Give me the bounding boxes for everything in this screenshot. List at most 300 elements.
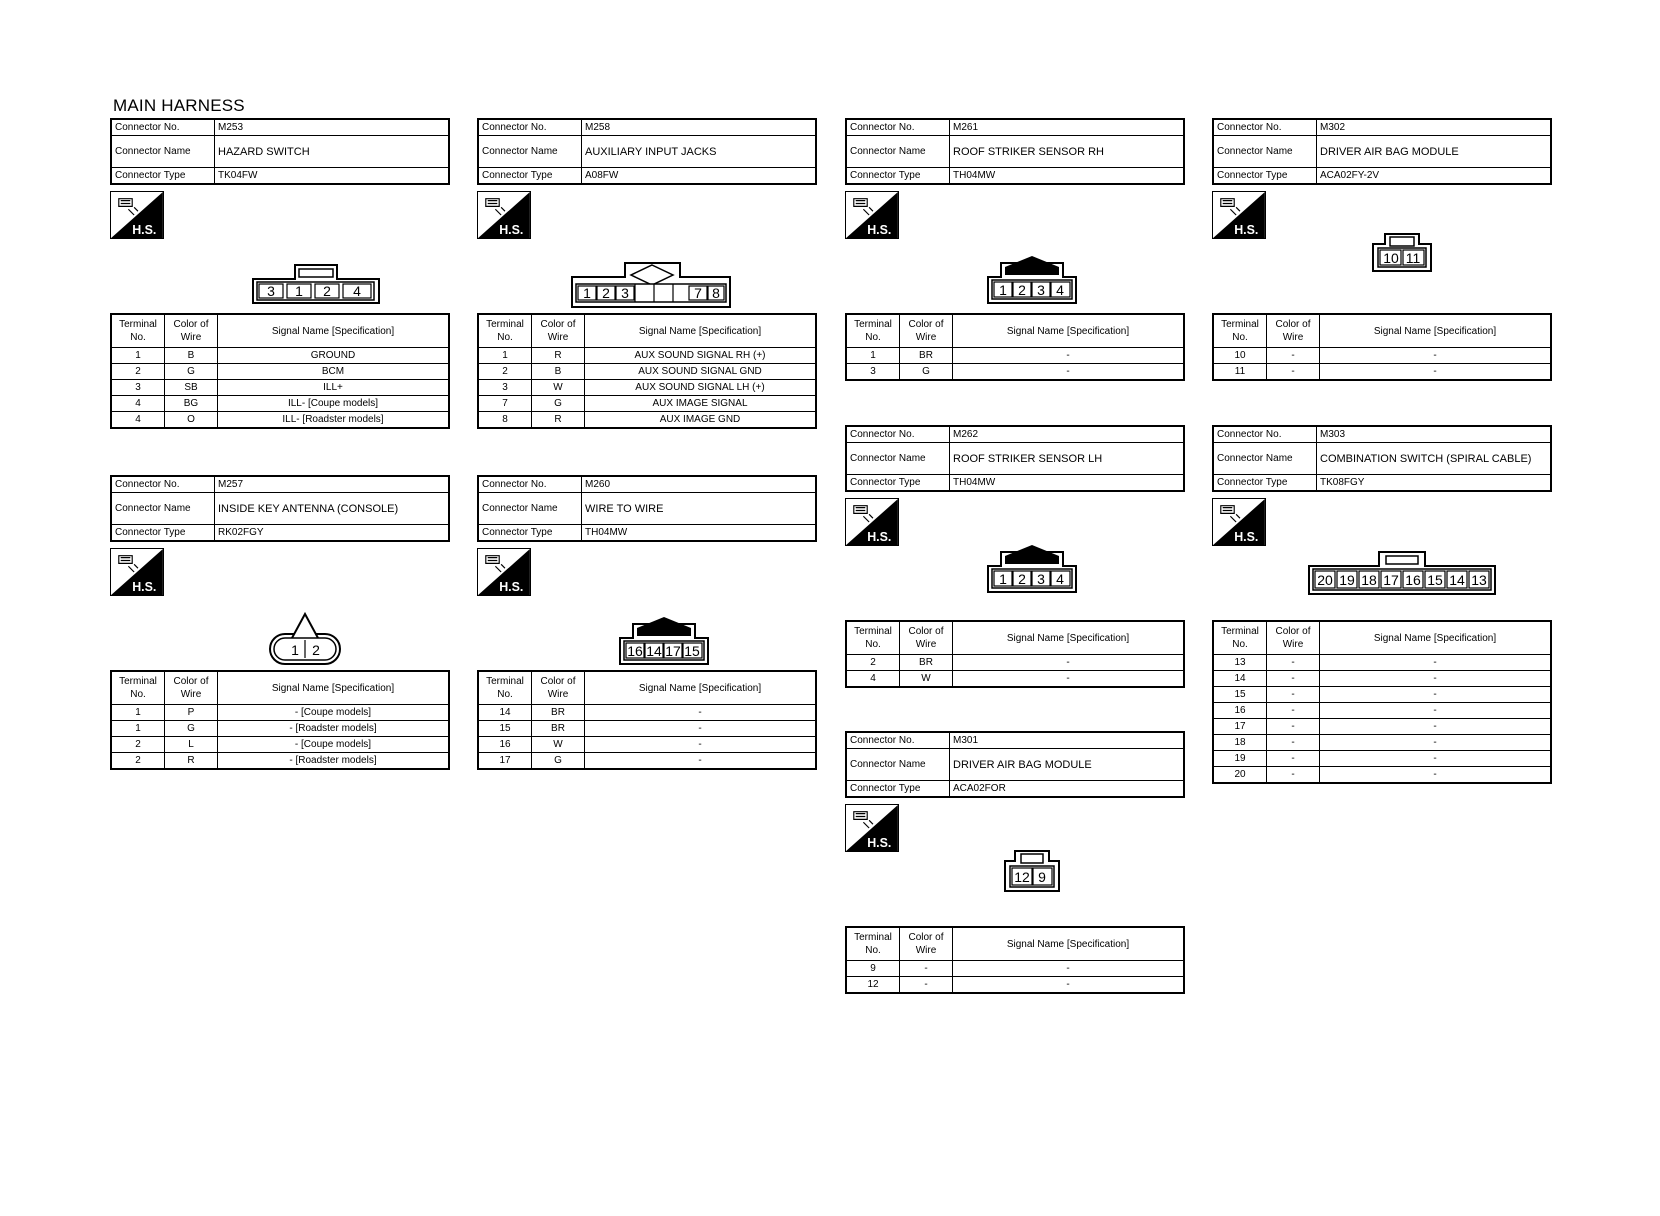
terminal-cell: 11 (1213, 364, 1267, 381)
color-cell: B (165, 348, 218, 364)
signal-cell: - [Coupe models] (218, 737, 450, 753)
terminal-cell: 3 (111, 380, 165, 396)
pin-label: 1 (999, 571, 1007, 587)
connector-info-table (110, 475, 450, 542)
table-row (478, 348, 816, 364)
table-row (846, 961, 1184, 977)
col-signal: Signal Name [Specification] (953, 314, 1185, 348)
connector-name-value: HAZARD SWITCH (215, 136, 450, 168)
terminal-cell: 4 (111, 396, 165, 412)
connector-no-value: M253 (215, 119, 450, 136)
connector-info-table (845, 731, 1185, 798)
table-row (478, 396, 816, 412)
hs-label: H.S. (499, 223, 524, 238)
color-cell: O (165, 412, 218, 429)
signal-cell: - (953, 364, 1185, 381)
color-cell: - (1267, 767, 1320, 784)
color-cell: - (1267, 687, 1320, 703)
col-signal: Signal Name [Specification] (585, 314, 817, 348)
table-row (1213, 364, 1551, 381)
connector-type-label: Connector Type (111, 525, 215, 542)
col-terminal: Terminal No. (111, 314, 165, 348)
table-row (478, 412, 816, 429)
connector-type-value: TH04MW (950, 475, 1185, 492)
table-row (846, 977, 1184, 994)
col-terminal: Terminal No. (846, 927, 900, 961)
connector-info-table (1212, 118, 1552, 185)
signal-cell: - (1320, 655, 1552, 671)
color-cell: - (1267, 655, 1320, 671)
table-row (1213, 719, 1551, 735)
connector-type-value: TH04MW (950, 168, 1185, 185)
terminal-cell: 1 (111, 348, 165, 364)
color-cell: W (532, 737, 585, 753)
table-row (1213, 671, 1551, 687)
connector-no-value: M301 (950, 732, 1185, 749)
pin-label: 14 (1449, 572, 1465, 588)
color-cell: - (1267, 735, 1320, 751)
connector-face (845, 492, 1185, 620)
signal-cell: BCM (218, 364, 450, 380)
hs-label: H.S. (1234, 530, 1259, 545)
color-cell: - (1267, 348, 1320, 364)
table-row (111, 721, 449, 737)
signal-cell: AUX IMAGE GND (585, 412, 817, 429)
connector-type-label: Connector Type (478, 168, 582, 185)
connector-name-label: Connector Name (111, 136, 215, 168)
pin-label: 3 (1037, 571, 1045, 587)
table-row (478, 364, 816, 380)
terminal-cell: 16 (1213, 703, 1267, 719)
color-cell: - (1267, 751, 1320, 767)
connector-no-value: M261 (950, 119, 1185, 136)
pin-label: 14 (646, 643, 662, 659)
connector-block-m302 (1212, 118, 1552, 381)
connector-no-label: Connector No. (846, 732, 950, 749)
connector-name-label: Connector Name (846, 443, 950, 475)
terminal-cell: 4 (111, 412, 165, 429)
terminal-cell: 1 (846, 348, 900, 364)
table-row (1213, 348, 1551, 364)
color-cell: W (532, 380, 585, 396)
connector-type-value: TH04MW (582, 525, 817, 542)
connector-no-label: Connector No. (846, 119, 950, 136)
hs-label: H.S. (867, 836, 892, 851)
pin-label: 2 (602, 285, 610, 301)
col-color: Color of Wire (900, 621, 953, 655)
terminal-cell: 15 (1213, 687, 1267, 703)
connector-name-value: INSIDE KEY ANTENNA (CONSOLE) (215, 493, 450, 525)
connector-face (845, 798, 1185, 926)
table-row (1213, 735, 1551, 751)
connector-name-value: DRIVER AIR BAG MODULE (950, 749, 1185, 781)
terminal-table (477, 313, 817, 429)
terminal-table (110, 313, 450, 429)
terminal-cell: 9 (846, 961, 900, 977)
pin-label: 3 (621, 285, 629, 301)
connector-type-value: RK02FGY (215, 525, 450, 542)
connector-no-label: Connector No. (1213, 426, 1317, 443)
connector-diagram (845, 492, 1185, 620)
terminal-cell: 20 (1213, 767, 1267, 784)
table-row (1213, 751, 1551, 767)
col-terminal: Terminal No. (111, 671, 165, 705)
col-color: Color of Wire (165, 671, 218, 705)
connector-diagram (845, 185, 1185, 313)
col-signal: Signal Name [Specification] (1320, 621, 1552, 655)
table-row (1213, 767, 1551, 784)
terminal-cell: 14 (1213, 671, 1267, 687)
terminal-cell: 18 (1213, 735, 1267, 751)
connector-name-value: DRIVER AIR BAG MODULE (1317, 136, 1552, 168)
pin-label: 9 (1038, 869, 1046, 885)
pin-label: 2 (312, 642, 320, 658)
col-terminal: Terminal No. (478, 671, 532, 705)
table-row (111, 364, 449, 380)
pin-label: 15 (1427, 572, 1443, 588)
connector-name-value: AUXILIARY INPUT JACKS (582, 136, 817, 168)
col-color: Color of Wire (900, 314, 953, 348)
signal-cell: - (1320, 735, 1552, 751)
terminal-table (1212, 620, 1552, 784)
terminal-cell: 17 (478, 753, 532, 770)
pin-label: 2 (323, 283, 331, 299)
col-signal: Signal Name [Specification] (218, 671, 450, 705)
table-row (478, 380, 816, 396)
connector-diagram (110, 542, 450, 670)
pin-label: 3 (1037, 282, 1045, 298)
connector-block-m262 (845, 425, 1185, 688)
signal-cell: - (953, 671, 1185, 688)
terminal-cell: 1 (478, 348, 532, 364)
pin-label: 16 (627, 643, 643, 659)
terminal-cell: 8 (478, 412, 532, 429)
signal-cell: - (953, 961, 1185, 977)
pin-label: 20 (1317, 572, 1333, 588)
pin-label: 4 (1056, 571, 1064, 587)
color-cell: G (900, 364, 953, 381)
pin-label: 15 (684, 643, 700, 659)
connector-name-label: Connector Name (1213, 136, 1317, 168)
col-terminal: Terminal No. (1213, 621, 1267, 655)
color-cell: R (165, 753, 218, 770)
signal-cell: - (585, 705, 817, 721)
terminal-cell: 1 (111, 705, 165, 721)
table-row (846, 348, 1184, 364)
color-cell: - (900, 961, 953, 977)
connector-face (1212, 185, 1552, 313)
connector-block-m261 (845, 118, 1185, 381)
connector-type-value: TK04FW (215, 168, 450, 185)
col-color: Color of Wire (532, 671, 585, 705)
connector-face (110, 185, 450, 313)
connector-face (110, 542, 450, 670)
connector-name-label: Connector Name (846, 749, 950, 781)
connector-no-label: Connector No. (478, 119, 582, 136)
connector-type-value: A08FW (582, 168, 817, 185)
table-row (478, 705, 816, 721)
connector-type-value: TK08FGY (1317, 475, 1552, 492)
col-terminal: Terminal No. (846, 314, 900, 348)
table-row (478, 753, 816, 770)
terminal-cell: 13 (1213, 655, 1267, 671)
terminal-cell: 3 (846, 364, 900, 381)
col-terminal: Terminal No. (478, 314, 532, 348)
table-row (111, 380, 449, 396)
hs-label: H.S. (132, 223, 157, 238)
terminal-table (1212, 313, 1552, 381)
signal-cell: - (953, 977, 1185, 994)
terminal-cell: 7 (478, 396, 532, 412)
terminal-cell: 12 (846, 977, 900, 994)
connector-diagram (477, 185, 817, 313)
color-cell: P (165, 705, 218, 721)
pin-label: 1 (583, 285, 591, 301)
signal-cell: AUX SOUND SIGNAL GND (585, 364, 817, 380)
table-row (846, 655, 1184, 671)
color-cell: BR (532, 721, 585, 737)
color-cell: R (532, 412, 585, 429)
color-cell: - (1267, 719, 1320, 735)
connector-info-table (845, 118, 1185, 185)
connector-name-value: WIRE TO WIRE (582, 493, 817, 525)
connector-no-value: M258 (582, 119, 817, 136)
table-row (1213, 687, 1551, 703)
col-signal: Signal Name [Specification] (1320, 314, 1552, 348)
connector-no-value: M257 (215, 476, 450, 493)
terminal-cell: 2 (111, 737, 165, 753)
connector-no-label: Connector No. (111, 476, 215, 493)
connector-name-label: Connector Name (1213, 443, 1317, 475)
connector-no-value: M302 (1317, 119, 1552, 136)
terminal-cell: 14 (478, 705, 532, 721)
signal-cell: - (1320, 719, 1552, 735)
connector-name-value: COMBINATION SWITCH (SPIRAL CABLE) (1317, 443, 1552, 475)
connector-block-m258 (477, 118, 817, 429)
connector-block-m301 (845, 731, 1185, 994)
color-cell: B (532, 364, 585, 380)
connector-name-value: ROOF STRIKER SENSOR LH (950, 443, 1185, 475)
signal-cell: - (1320, 364, 1552, 381)
connector-type-label: Connector Type (111, 168, 215, 185)
connector-info-table (477, 475, 817, 542)
connector-face (845, 185, 1185, 313)
connector-name-label: Connector Name (111, 493, 215, 525)
terminal-cell: 2 (478, 364, 532, 380)
terminal-table (845, 926, 1185, 994)
signal-cell: - (585, 753, 817, 770)
color-cell: BR (532, 705, 585, 721)
signal-cell: - (1320, 767, 1552, 784)
col-color: Color of Wire (532, 314, 585, 348)
pin-label: 1 (295, 283, 303, 299)
connector-no-label: Connector No. (111, 119, 215, 136)
connector-block-m303 (1212, 425, 1552, 784)
signal-cell: ILL- [Roadster models] (218, 412, 450, 429)
col-terminal: Terminal No. (1213, 314, 1267, 348)
pin-label: 16 (1405, 572, 1421, 588)
table-row (478, 737, 816, 753)
connector-info-table (477, 118, 817, 185)
signal-cell: - (953, 655, 1185, 671)
terminal-cell: 16 (478, 737, 532, 753)
pin-label: 1 (999, 282, 1007, 298)
connector-no-value: M260 (582, 476, 817, 493)
pin-label: 13 (1471, 572, 1487, 588)
terminal-cell: 2 (111, 364, 165, 380)
connector-type-label: Connector Type (478, 525, 582, 542)
signal-cell: AUX SOUND SIGNAL RH (+) (585, 348, 817, 364)
terminal-table (110, 670, 450, 770)
signal-cell: - [Roadster models] (218, 721, 450, 737)
signal-cell: AUX SOUND SIGNAL LH (+) (585, 380, 817, 396)
color-cell: BG (165, 396, 218, 412)
terminal-cell: 15 (478, 721, 532, 737)
pin-label: 17 (665, 643, 681, 659)
pin-label: 2 (1018, 571, 1026, 587)
connector-type-value: ACA02FY-2V (1317, 168, 1552, 185)
table-row (1213, 655, 1551, 671)
pin-label: 4 (1056, 282, 1064, 298)
pin-label: 3 (267, 283, 275, 299)
color-cell: BR (900, 655, 953, 671)
hs-label: H.S. (132, 580, 157, 595)
signal-cell: - (1320, 348, 1552, 364)
color-cell: BR (900, 348, 953, 364)
signal-cell: - (1320, 671, 1552, 687)
col-signal: Signal Name [Specification] (218, 314, 450, 348)
pin-label: 2 (1018, 282, 1026, 298)
color-cell: G (532, 753, 585, 770)
table-row (846, 671, 1184, 688)
signal-cell: GROUND (218, 348, 450, 364)
signal-cell: - [Coupe models] (218, 705, 450, 721)
page-title: MAIN HARNESS (113, 96, 245, 115)
color-cell: - (1267, 703, 1320, 719)
color-cell: G (165, 364, 218, 380)
connector-block-m253 (110, 118, 450, 429)
table-row (846, 364, 1184, 381)
hs-label: H.S. (499, 580, 524, 595)
pin-label: 1 (291, 642, 299, 658)
signal-cell: ILL+ (218, 380, 450, 396)
table-row (111, 412, 449, 429)
connector-diagram (1212, 492, 1552, 620)
connector-diagram (1212, 185, 1552, 313)
terminal-cell: 17 (1213, 719, 1267, 735)
pin-label: 4 (353, 283, 361, 299)
connector-type-label: Connector Type (1213, 168, 1317, 185)
table-row (111, 348, 449, 364)
connector-face (477, 185, 817, 313)
connector-info-table (845, 425, 1185, 492)
col-terminal: Terminal No. (846, 621, 900, 655)
pin-label: 19 (1339, 572, 1355, 588)
connector-type-value: ACA02FOR (950, 781, 1185, 798)
signal-cell: - (1320, 703, 1552, 719)
connector-name-value: ROOF STRIKER SENSOR RH (950, 136, 1185, 168)
hs-label: H.S. (867, 530, 892, 545)
connector-no-label: Connector No. (846, 426, 950, 443)
terminal-table (845, 620, 1185, 688)
connector-diagram (845, 798, 1185, 926)
color-cell: L (165, 737, 218, 753)
color-cell: W (900, 671, 953, 688)
table-row (478, 721, 816, 737)
connector-type-label: Connector Type (846, 781, 950, 798)
signal-cell: - (585, 721, 817, 737)
table-row (1213, 703, 1551, 719)
terminal-cell: 4 (846, 671, 900, 688)
connector-name-label: Connector Name (478, 493, 582, 525)
table-row (111, 705, 449, 721)
table-row (111, 396, 449, 412)
connector-no-label: Connector No. (478, 476, 582, 493)
connector-name-label: Connector Name (478, 136, 582, 168)
connector-name-label: Connector Name (846, 136, 950, 168)
pin-label: 11 (1405, 250, 1421, 266)
signal-cell: ILL- [Coupe models] (218, 396, 450, 412)
col-signal: Signal Name [Specification] (585, 671, 817, 705)
connector-diagram (477, 542, 817, 670)
terminal-cell: 10 (1213, 348, 1267, 364)
terminal-cell: 2 (111, 753, 165, 770)
signal-cell: - (953, 348, 1185, 364)
table-row (111, 737, 449, 753)
color-cell: - (900, 977, 953, 994)
color-cell: SB (165, 380, 218, 396)
signal-cell: - (585, 737, 817, 753)
pin-label: 8 (712, 285, 720, 301)
terminal-table (845, 313, 1185, 381)
color-cell: G (165, 721, 218, 737)
hs-label: H.S. (867, 223, 892, 238)
pin-label: 10 (1383, 250, 1399, 266)
col-color: Color of Wire (900, 927, 953, 961)
terminal-cell: 2 (846, 655, 900, 671)
terminal-cell: 19 (1213, 751, 1267, 767)
signal-cell: - (1320, 687, 1552, 703)
connector-type-label: Connector Type (846, 475, 950, 492)
col-color: Color of Wire (1267, 621, 1320, 655)
color-cell: G (532, 396, 585, 412)
pin-label: 7 (694, 285, 702, 301)
signal-cell: - (1320, 751, 1552, 767)
color-cell: R (532, 348, 585, 364)
terminal-cell: 1 (111, 721, 165, 737)
col-signal: Signal Name [Specification] (953, 927, 1185, 961)
connector-block-m257 (110, 475, 450, 770)
pin-label: 12 (1014, 869, 1030, 885)
connector-type-label: Connector Type (1213, 475, 1317, 492)
signal-cell: - [Roadster models] (218, 753, 450, 770)
col-color: Color of Wire (165, 314, 218, 348)
terminal-table (477, 670, 817, 770)
col-color: Color of Wire (1267, 314, 1320, 348)
color-cell: - (1267, 671, 1320, 687)
connector-diagram (110, 185, 450, 313)
table-row (111, 753, 449, 770)
connector-info-table (110, 118, 450, 185)
col-signal: Signal Name [Specification] (953, 621, 1185, 655)
color-cell: - (1267, 364, 1320, 381)
connector-type-label: Connector Type (846, 168, 950, 185)
connector-no-value: M303 (1317, 426, 1552, 443)
connector-info-table (1212, 425, 1552, 492)
pin-label: 17 (1383, 572, 1399, 588)
connector-face (477, 542, 817, 670)
connector-face (1212, 492, 1552, 620)
